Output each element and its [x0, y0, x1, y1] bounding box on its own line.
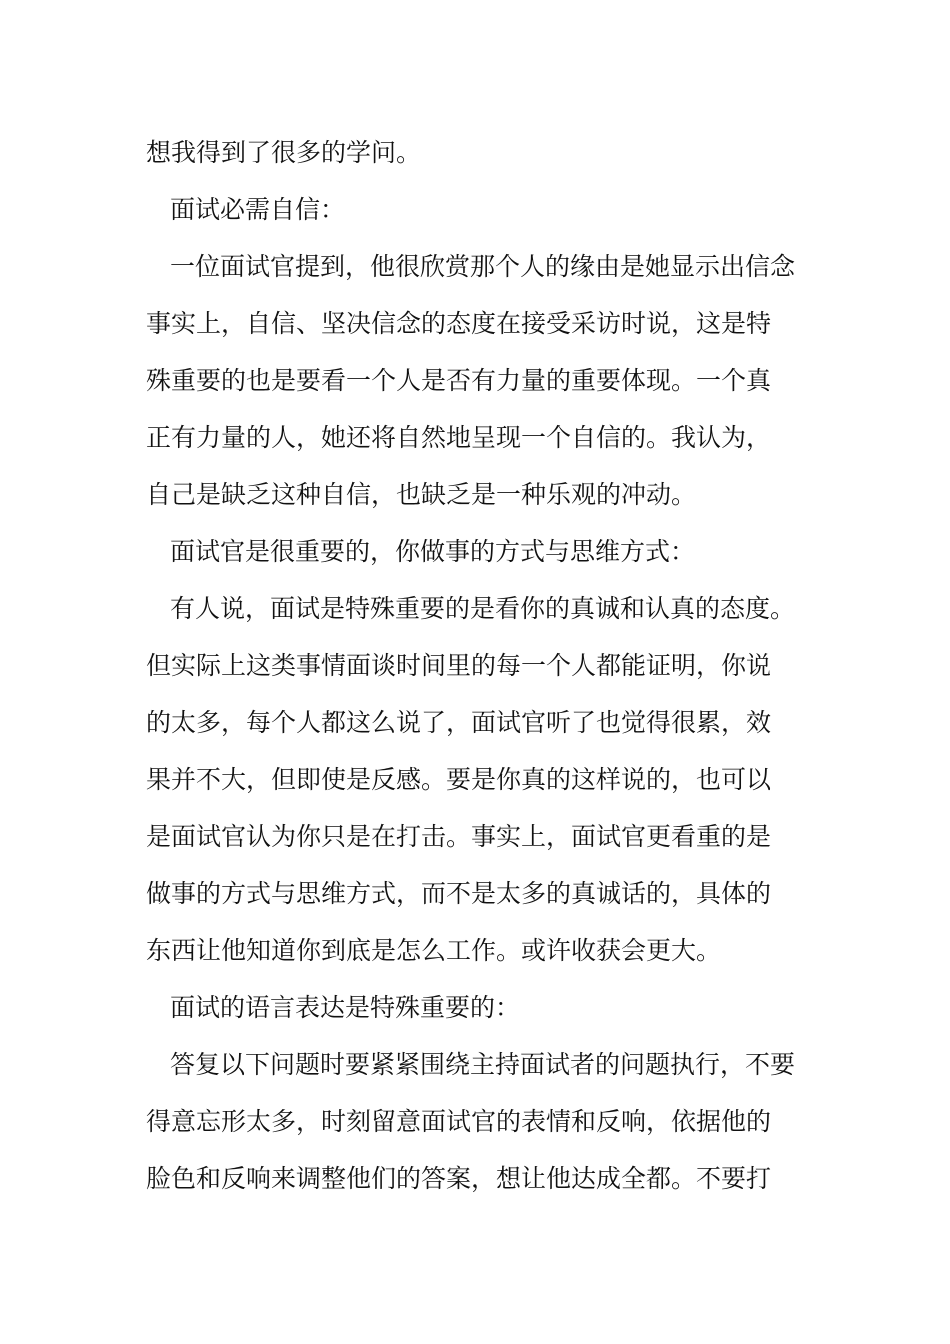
text-line: 殊重要的也是要看一个人是否有力量的重要体现。一个真 — [146, 366, 772, 395]
text-line: 的太多，每个人都这么说了，面试官听了也觉得很累，效 — [146, 708, 772, 737]
text-line: 自己是缺乏这种自信，也缺乏是一种乐观的冲动。 — [146, 480, 697, 509]
text-line: 但实际上这类事情面谈时间里的每一个人都能证明，你说 — [146, 651, 772, 680]
text-line: 是面试官认为你只是在打击。事实上，面试官更看重的是 — [146, 822, 772, 851]
section-heading: 面试必需自信： — [170, 195, 346, 224]
text-line: 事实上，自信、坚决信念的态度在接受采访时说，这是特 — [146, 309, 772, 338]
text-line: 答复以下问题时要紧紧围绕主持面试者的问题执行，不要 — [170, 1050, 796, 1079]
text-line: 想我得到了很多的学问。 — [146, 138, 422, 167]
text-line: 得意忘形太多，时刻留意面试官的表情和反响，依据他的 — [146, 1107, 772, 1136]
text-line: 一位面试官提到，他很欣赏那个人的缘由是她显示出信念 — [170, 252, 796, 281]
text-line: 脸色和反响来调整他们的答案，想让他达成全都。不要打 — [146, 1164, 772, 1193]
text-line: 果并不大，但即使是反感。要是你真的这样说的，也可以 — [146, 765, 772, 794]
text-line: 有人说，面试是特殊重要的是看你的真诚和认真的态度。 — [170, 594, 796, 623]
text-line: 做事的方式与思维方式，而不是太多的真诚话的，具体的 — [146, 879, 772, 908]
section-heading: 面试官是很重要的，你做事的方式与思维方式： — [170, 537, 696, 566]
section-heading: 面试的语言表达是特殊重要的： — [170, 993, 521, 1022]
text-line: 正有力量的人，她还将自然地呈现一个自信的。我认为， — [146, 423, 772, 452]
text-line: 东西让他知道你到底是怎么工作。或许收获会更大。 — [146, 936, 722, 965]
